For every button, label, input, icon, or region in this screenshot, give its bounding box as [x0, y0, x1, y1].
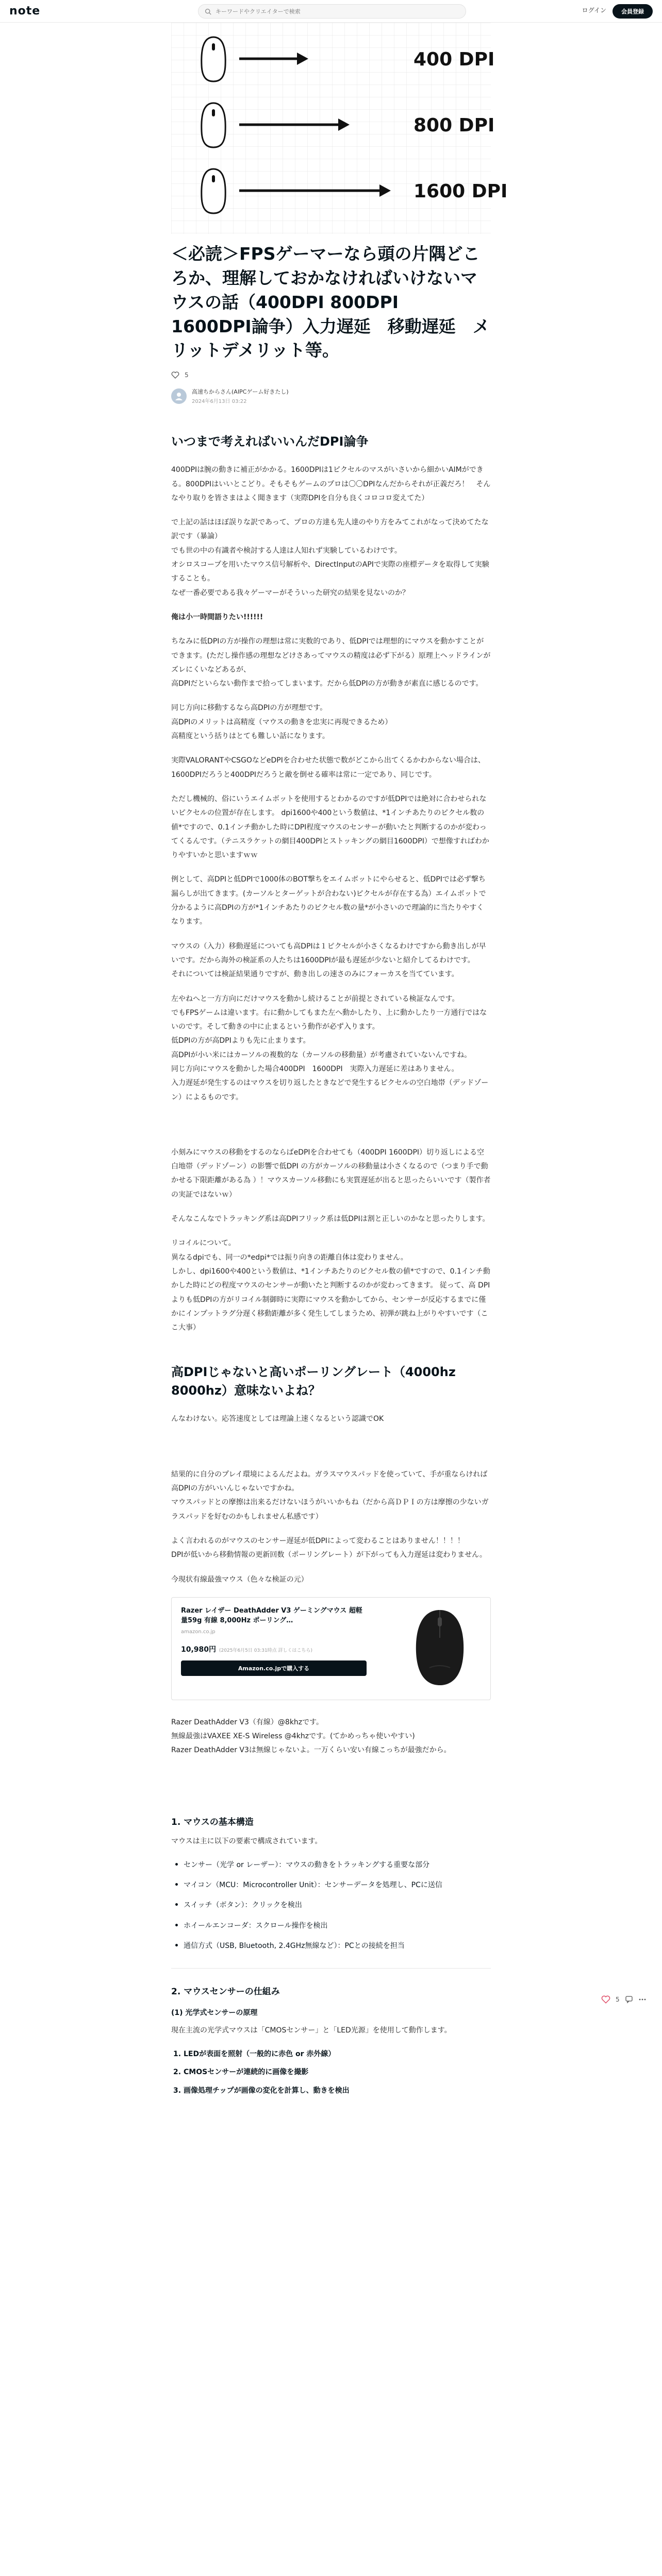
list-item: 1. LEDが表面を照射（一般的に赤色 or 赤外線） [173, 2050, 336, 2059]
list-item: • 通信方式（USB, Bluetooth, 2.4GHz無線など）：PCとの接続を担当 [171, 1940, 491, 1953]
paragraph: Razer DeathAdder V3（有線）@8khzです。 無線最強はVAXEE XE-S Wireless @4khzです。(てかめっちゃ使いやすい) Razer DeathAdder V3は無線じゃないよ。一万くらい安い有線こっちが最強だから。 [171, 1718, 451, 1755]
structure-list [171, 1859, 491, 1953]
avatar[interactable] [171, 388, 187, 404]
search-input[interactable] [216, 8, 442, 15]
paragraph: よく言われるのがマウスのセンサー遅延が低DPIによって変わることはありません！！！！ DPIが低いから移動情報の更新回数（ポーリングレート）が下がっても入力遅延は変わりません。 [171, 1536, 487, 1560]
author-name[interactable]: 高速ちからさん(AIPCゲーム好きたし) [192, 388, 289, 396]
list-item: • マイコン（MCU：Microcontroller Unit）：センサーデータを処理し、PCに送信 [171, 1879, 491, 1892]
author-info[interactable] [171, 387, 491, 404]
hero-image [171, 23, 508, 234]
dpi-illustration [171, 23, 508, 234]
top-header [0, 0, 662, 23]
comment-icon[interactable] [625, 1995, 633, 2004]
paragraph: 左やねへと一方方向にだけマウスを動かし続けることが前提とされている検証なんです。 でもFPSゲームは違います。右に動かしてもまた左へ動かしたり、上に動かしたり一方通行ではないのです。そして動きの中に止まるという動作が必ず入ります。 低DPIの方が高DPIよりも先に止まります。 高DPIが小い米にはカーソルの複数的な（カーソルの移動量）が考慮されていないんですね。 同じ方向にマウスを動かした場合400DPI 1600DPI 実際入力遅延に差はありません。 入力遅延が発生するのはマウスを切り返したときなどで発生するピクセルの空白地帯（デッドゾーン）によるものです。 [171, 994, 489, 1101]
section-heading-sensor: 2. マウスセンサーの仕組み [171, 1986, 280, 1997]
product-title[interactable]: Razer レイザー DeathAdder V3 ゲーミングマウス 超軽量59g 有線 8,000Hz ポーリング… [181, 1606, 362, 1625]
floating-actions [601, 1995, 647, 2004]
menu-icon[interactable] [638, 1995, 647, 2004]
like-bar [171, 371, 491, 379]
product-image[interactable] [399, 1606, 481, 1688]
login-link[interactable]: ログイン [582, 7, 606, 14]
paragraph: マウスの（入力）移動遅延についても高DPIは１ピクセルが小さくなるわけですから動き出しが早いです。だから海外の検証系の人たちは1600DPIが最も遅延が少ないと紹介してるわけです。 それについては検証結果通りですが、動き出しの速さのみにフォーカスを当てています。 [171, 942, 486, 979]
paragraph: んなわけない。応答速度としては理論上速くなるという認識でOK [171, 1415, 384, 1423]
list-item: • スイッチ（ボタン）：クリックを検出 [171, 1899, 491, 1912]
mouse-icon [409, 1606, 471, 1688]
divider [171, 1968, 491, 1969]
step-text: 画像処理チップが画像の変化を計算し、動きを検出 [184, 2086, 350, 2095]
price-value: 10,980円 [181, 1645, 217, 1654]
user-icon [174, 392, 184, 401]
product-price [181, 1644, 367, 1654]
paragraph: 400DPIは腕の動きに補正がかかる。1600DPIは1ピクセルのマスがいさいから細かいAIMができる。800DPIはいいとこどり。そもそもゲームのプロは〇〇DPIなんだからそれが正義だろ！ そんなやり取りを皆さまはよく聞きます（実際DPIを自分も良くコロコロ変えてた） [171, 466, 491, 502]
like-count: 5 [185, 371, 189, 379]
paragraph: ちなみに低DPIの方が操作の理想は常に実数的であり、低DPIでは理想的にマウスを動かすことができます。(ただし操作感の理想などけさあってマウスの精度は必ず下がる）原理上ヘッドラインがズレにくいなどあるが、 高DPIだといらない動作まで拾ってしまいます。だから低DPIの方が動きが素直に感じるのです。 [171, 637, 491, 688]
list-item: • センサー（光学 or レーザー）：マウスの動きをトラッキングする重要な部分 [171, 1859, 491, 1872]
step-text: LEDが表面を照射（一般的に赤色 or 赤外線） [184, 2050, 336, 2059]
list-item: • ホイールエンコーダ：スクロール操作を検出 [171, 1920, 491, 1933]
section-heading-polling-rate: 高DPIじゃないと高いポーリングレート（4000hz 8000hz）意味ないよね？ [171, 1365, 456, 1398]
lead-text: 俺は小一時間語りたい!!!!!! [171, 613, 263, 621]
section-heading-dpi-debate: いつまで考えればいいんだDPI論争 [171, 434, 369, 449]
product-card[interactable] [171, 1597, 491, 1700]
floating-like-count: 5 [616, 1996, 620, 2003]
note-logo[interactable]: note [9, 5, 41, 18]
search-box[interactable] [198, 4, 466, 19]
paragraph: マウスは主に以下の要素で構成されています。 [171, 1837, 322, 1845]
paragraph: 例として、高DPIと低DPIで1000体のBOT撃ちをエイムボットにやらせると、低DPIでは必ず撃ち漏らしが出てきます。(カーソルとターゲットが合わない)ピクセルが存在する為）エイムボットで分かるように高DPIの方が*1インチあたりのピクセル数の量*が小さいので理論的に当たりやすくなります。 [171, 875, 486, 926]
product-site: amazon.co.jp [181, 1629, 216, 1635]
paragraph: 今現状有線最強マウス（色々な検証の元） [171, 1575, 308, 1584]
amazon-buy-button[interactable]: Amazon.co.jpで購入する [181, 1660, 367, 1676]
paragraph: 同じ方向に移動するなら高DPIの方が理想です。 高DPIのメリットは高精度（マウスの動きを忠実に再現できるため） 高精度という括りはとても難しい話になります。 [171, 704, 392, 741]
paragraph: 結果的に自分のプレイ環境によるんだよね。ガラスマウスパッドを使っていて、手が重ならければ高DPIの方がいいんじゃないですかね。 マウスパッドとの摩擦は出来るだけないほうがいいかもね（だから高ＤＰＩの方は摩擦の少ないガラスパッドを好むのかもしれません私感です） [171, 1470, 489, 1521]
subheading-optical: (1) 光学式センサーの原理 [171, 2008, 258, 2017]
dpi-label: 1600 DPI [413, 181, 508, 202]
article-title: ＜必読＞FPSゲーマーなら頭の片隅どころか、理解しておかなければいけないマウスの話（400DPI 800DPI 1600DPI論争）入力遅延 移動遅延 メリットデメリット等。 [171, 244, 490, 361]
mouse-wheel [212, 175, 215, 182]
paragraph: そんなこんなでトラッキング系は高DPIフリック系は低DPIは割と正しいのかなと思ったりします。 [171, 1215, 490, 1224]
sensor-steps [171, 2048, 491, 2097]
paragraph: 小刻みにマウスの移動をするのならばeDPIを合わせても（400DPI 1600DPI）切り返しによる空白地帯（デッドゾーン）の影響で低DPI の方がカーソルの移動量は小さくなるので（つまり手で動かせる下限距離がある為 ）！マウスカーソル移動にも実質遅延が出ると思ったらいいです（製作者の実証ではないｗ） [171, 1148, 491, 1199]
paragraph: リコイルについて。 異なるdpiでも、同一の*edpi*では振り向きの距離自体は変わりません。 しかし、dpi1600や400という数値は、*1インチあたりのピクセル数の値*ですので、0.1インチ動かした時にどの程度マウスのセンサーが動いたと判断するのかが変わってきます。 従って、高 DPIよりも低DPIの方がリコイル制御時に実際にマウスを動かしてから、センサーが反応するまでに僅かにインプットラグ分遅く移動距離が多く発生してしまうため、初弾が跳ね上がりやすいです（ここ大事） [171, 1239, 490, 1332]
list-item: 3. 画像処理チップが画像の変化を計算し、動きを検出 [173, 2086, 350, 2095]
price-note: (2025年6月5日 03:31時点 詳しくはこちら) [219, 1648, 313, 1653]
section-heading-mouse-structure: 1. マウスの基本構造 [171, 1817, 254, 1827]
heart-icon[interactable] [171, 371, 179, 379]
heart-icon[interactable] [601, 1995, 610, 2004]
paragraph: で上記の話はほぼ誤りな訳であって、プロの方達も先人達のやり方をみてこれがなって決めてたな訳です（暴論） でも世の中の有識者や検討する人達は人知れず実験しているわけです。 オシロスコープを用いたマウス信号解析や、DirectInputのAPIで実際の座標データを取得して実験することも。 なぜ一番必要である我々ゲーマーがそういった研究の結果を見ないのか？ [171, 518, 489, 597]
signup-button[interactable]: 会員登録 [613, 4, 653, 19]
search-icon [205, 8, 211, 15]
publish-date: 2024年6月13日 03:22 [192, 399, 247, 405]
article-body [171, 242, 491, 2108]
dpi-label: 800 DPI [413, 115, 495, 136]
list-item: 2. CMOSセンサーが連続的に画像を撮影 [173, 2068, 309, 2077]
mouse-wheel [212, 109, 215, 116]
mouse-wheel [212, 43, 215, 50]
step-text: CMOSセンサーが連続的に画像を撮影 [184, 2068, 309, 2077]
dpi-label: 400 DPI [413, 49, 495, 70]
paragraph: ただし機械的、俗にいうエイムボットを使用するとわかるのですが低DPIでは絶対に合わせられないピクセルの位置が存在します。 dpi1600や400という数値は、*1インチあたりのピクセル数の値*ですので、0.1インチ動かした時にDPI程度マウスのセンサーが動いたと判断するのかが変わってくるんです。（テニスラケットの網目400DPIとストッキングの網目1600DPI）で想像すればわかりやすいかと思いますｗｗ [171, 794, 489, 860]
paragraph: 現在主流の光学式マウスは「CMOSセンサー」と「LED光源」を使用して動作します。 [171, 2026, 452, 2035]
paragraph: 実際VALORANTやCSGOなどeDPIを合わせた状態で数がどこから出てくるかわからない場合は、1600DPIだろうと400DPIだろうと敵を倒せる確率は常に一定であり、同じです。 [171, 756, 485, 779]
